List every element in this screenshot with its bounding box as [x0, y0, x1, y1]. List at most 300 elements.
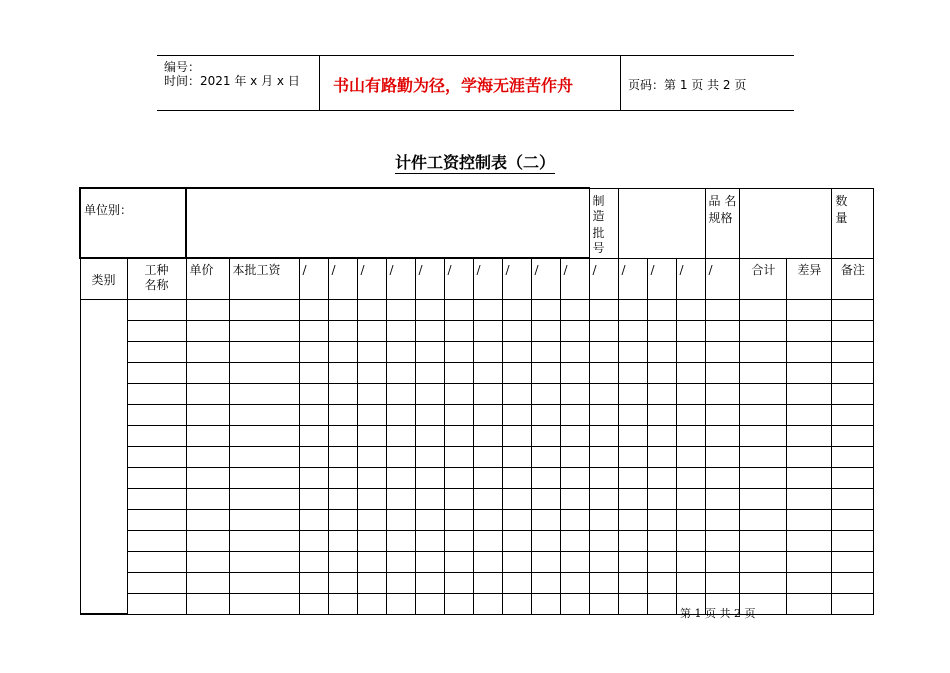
table-cell[interactable] [589, 509, 618, 530]
table-cell[interactable] [618, 446, 647, 467]
table-cell[interactable] [560, 593, 589, 614]
table-cell[interactable] [560, 551, 589, 572]
table-cell[interactable] [415, 551, 444, 572]
table-cell[interactable] [618, 509, 647, 530]
table-cell[interactable] [186, 383, 229, 404]
table-cell[interactable] [444, 362, 473, 383]
table-cell[interactable] [357, 341, 386, 362]
table-cell[interactable] [415, 383, 444, 404]
table-cell[interactable] [705, 341, 740, 362]
table-cell[interactable] [531, 530, 560, 551]
table-cell[interactable] [357, 551, 386, 572]
table-cell[interactable] [589, 467, 618, 488]
table-cell[interactable] [502, 299, 531, 320]
table-cell[interactable] [502, 488, 531, 509]
table-cell[interactable] [740, 488, 787, 509]
table-cell[interactable] [676, 488, 705, 509]
table-cell[interactable] [787, 404, 832, 425]
table-cell[interactable] [299, 488, 328, 509]
table-cell[interactable] [589, 530, 618, 551]
table-cell[interactable] [444, 551, 473, 572]
table-cell[interactable] [560, 509, 589, 530]
table-cell[interactable] [531, 488, 560, 509]
table-cell[interactable] [186, 572, 229, 593]
table-cell[interactable] [560, 530, 589, 551]
table-cell[interactable] [229, 572, 299, 593]
table-cell[interactable] [787, 341, 832, 362]
table-cell[interactable] [357, 425, 386, 446]
table-cell[interactable] [647, 572, 676, 593]
table-cell[interactable] [473, 488, 502, 509]
table-cell[interactable] [787, 446, 832, 467]
table-cell[interactable] [127, 383, 186, 404]
table-cell[interactable] [299, 593, 328, 614]
table-cell[interactable] [127, 551, 186, 572]
product-value-cell[interactable] [740, 188, 832, 258]
table-cell[interactable] [229, 530, 299, 551]
table-cell[interactable] [127, 362, 186, 383]
table-cell[interactable] [444, 320, 473, 341]
table-cell[interactable] [705, 425, 740, 446]
table-cell[interactable] [229, 299, 299, 320]
table-cell[interactable] [740, 404, 787, 425]
table-cell[interactable] [705, 404, 740, 425]
table-cell[interactable] [357, 446, 386, 467]
table-cell[interactable] [386, 572, 415, 593]
table-cell[interactable] [386, 362, 415, 383]
table-cell[interactable] [647, 341, 676, 362]
table-cell[interactable] [415, 446, 444, 467]
table-cell[interactable] [473, 320, 502, 341]
table-cell[interactable] [560, 425, 589, 446]
table-cell[interactable] [357, 509, 386, 530]
table-cell[interactable] [589, 488, 618, 509]
table-cell[interactable] [531, 467, 560, 488]
table-cell[interactable] [647, 488, 676, 509]
table-cell[interactable] [229, 467, 299, 488]
table-cell[interactable] [415, 404, 444, 425]
table-cell[interactable] [787, 320, 832, 341]
table-cell[interactable] [502, 341, 531, 362]
table-cell[interactable] [415, 593, 444, 614]
table-cell[interactable] [832, 488, 874, 509]
table-cell[interactable] [186, 509, 229, 530]
table-cell[interactable] [386, 593, 415, 614]
table-cell[interactable] [589, 362, 618, 383]
table-cell[interactable] [787, 383, 832, 404]
table-cell[interactable] [832, 467, 874, 488]
table-cell[interactable] [740, 572, 787, 593]
table-cell[interactable] [473, 425, 502, 446]
table-cell[interactable] [127, 320, 186, 341]
table-cell[interactable] [299, 383, 328, 404]
table-cell[interactable] [618, 299, 647, 320]
table-cell[interactable] [502, 404, 531, 425]
table-cell[interactable] [787, 509, 832, 530]
table-cell[interactable] [299, 320, 328, 341]
table-cell[interactable] [676, 404, 705, 425]
table-cell[interactable] [676, 446, 705, 467]
table-cell[interactable] [415, 467, 444, 488]
table-cell[interactable] [473, 446, 502, 467]
table-cell[interactable] [229, 593, 299, 614]
table-cell[interactable] [740, 425, 787, 446]
table-cell[interactable] [740, 362, 787, 383]
table-cell[interactable] [740, 467, 787, 488]
table-cell[interactable] [127, 488, 186, 509]
table-cell[interactable] [127, 341, 186, 362]
table-cell[interactable] [618, 362, 647, 383]
table-cell[interactable] [647, 299, 676, 320]
table-cell[interactable] [229, 446, 299, 467]
table-cell[interactable] [299, 467, 328, 488]
table-cell[interactable] [618, 383, 647, 404]
table-cell[interactable] [299, 530, 328, 551]
category-merged-cell[interactable] [80, 299, 127, 614]
table-cell[interactable] [386, 383, 415, 404]
table-cell[interactable] [328, 425, 357, 446]
table-cell[interactable] [560, 446, 589, 467]
table-cell[interactable] [328, 467, 357, 488]
table-cell[interactable] [328, 593, 357, 614]
table-cell[interactable] [531, 425, 560, 446]
table-cell[interactable] [186, 530, 229, 551]
table-cell[interactable] [502, 572, 531, 593]
table-cell[interactable] [357, 593, 386, 614]
table-cell[interactable] [589, 593, 618, 614]
table-cell[interactable] [386, 404, 415, 425]
table-cell[interactable] [415, 572, 444, 593]
table-cell[interactable] [676, 467, 705, 488]
table-cell[interactable] [676, 509, 705, 530]
table-cell[interactable] [647, 593, 676, 614]
table-cell[interactable] [229, 509, 299, 530]
table-cell[interactable] [647, 467, 676, 488]
table-cell[interactable] [705, 362, 740, 383]
table-cell[interactable] [502, 467, 531, 488]
table-cell[interactable] [186, 404, 229, 425]
table-cell[interactable] [186, 320, 229, 341]
table-cell[interactable] [229, 320, 299, 341]
table-cell[interactable] [444, 593, 473, 614]
table-cell[interactable] [357, 362, 386, 383]
table-cell[interactable] [386, 467, 415, 488]
table-cell[interactable] [676, 362, 705, 383]
table-cell[interactable] [229, 488, 299, 509]
table-cell[interactable] [328, 320, 357, 341]
table-cell[interactable] [787, 593, 832, 614]
table-cell[interactable] [740, 551, 787, 572]
batch-value-cell[interactable] [618, 188, 705, 258]
table-cell[interactable] [676, 551, 705, 572]
table-cell[interactable] [676, 341, 705, 362]
table-cell[interactable] [589, 551, 618, 572]
table-cell[interactable] [328, 383, 357, 404]
table-cell[interactable] [415, 509, 444, 530]
table-cell[interactable] [589, 446, 618, 467]
table-cell[interactable] [357, 383, 386, 404]
table-cell[interactable] [444, 425, 473, 446]
table-cell[interactable] [299, 509, 328, 530]
table-cell[interactable] [705, 383, 740, 404]
table-cell[interactable] [705, 299, 740, 320]
table-cell[interactable] [560, 488, 589, 509]
table-cell[interactable] [473, 551, 502, 572]
table-cell[interactable] [705, 530, 740, 551]
table-cell[interactable] [832, 530, 874, 551]
table-cell[interactable] [618, 572, 647, 593]
table-cell[interactable] [386, 446, 415, 467]
table-cell[interactable] [386, 425, 415, 446]
table-cell[interactable] [531, 299, 560, 320]
table-cell[interactable] [787, 299, 832, 320]
table-cell[interactable] [531, 404, 560, 425]
table-cell[interactable] [444, 509, 473, 530]
table-cell[interactable] [473, 467, 502, 488]
table-cell[interactable] [832, 341, 874, 362]
table-cell[interactable] [186, 446, 229, 467]
table-cell[interactable] [328, 572, 357, 593]
table-cell[interactable] [740, 509, 787, 530]
table-cell[interactable] [473, 530, 502, 551]
table-cell[interactable] [386, 488, 415, 509]
table-cell[interactable] [531, 572, 560, 593]
table-cell[interactable] [328, 341, 357, 362]
table-cell[interactable] [357, 404, 386, 425]
table-cell[interactable] [531, 362, 560, 383]
qty-value-cell[interactable] [832, 188, 874, 258]
table-cell[interactable] [676, 530, 705, 551]
table-cell[interactable] [299, 404, 328, 425]
table-cell[interactable] [186, 467, 229, 488]
table-cell[interactable] [787, 362, 832, 383]
table-cell[interactable] [386, 551, 415, 572]
table-cell[interactable] [299, 299, 328, 320]
table-cell[interactable] [444, 383, 473, 404]
table-cell[interactable] [444, 572, 473, 593]
table-cell[interactable] [473, 404, 502, 425]
table-cell[interactable] [473, 383, 502, 404]
table-cell[interactable] [328, 362, 357, 383]
table-cell[interactable] [647, 383, 676, 404]
table-cell[interactable] [560, 320, 589, 341]
table-cell[interactable] [186, 425, 229, 446]
table-cell[interactable] [832, 362, 874, 383]
table-cell[interactable] [531, 593, 560, 614]
table-cell[interactable] [357, 320, 386, 341]
table-cell[interactable] [647, 530, 676, 551]
table-cell[interactable] [502, 530, 531, 551]
table-cell[interactable] [502, 509, 531, 530]
table-cell[interactable] [386, 530, 415, 551]
table-cell[interactable] [832, 572, 874, 593]
table-cell[interactable] [705, 320, 740, 341]
table-cell[interactable] [705, 551, 740, 572]
table-cell[interactable] [473, 593, 502, 614]
table-cell[interactable] [415, 362, 444, 383]
table-cell[interactable] [740, 341, 787, 362]
table-cell[interactable] [299, 362, 328, 383]
table-cell[interactable] [787, 530, 832, 551]
table-cell[interactable] [787, 467, 832, 488]
table-cell[interactable] [705, 446, 740, 467]
table-cell[interactable] [618, 488, 647, 509]
table-cell[interactable] [589, 383, 618, 404]
table-cell[interactable] [186, 551, 229, 572]
table-cell[interactable] [357, 530, 386, 551]
table-cell[interactable] [676, 383, 705, 404]
table-cell[interactable] [676, 299, 705, 320]
table-cell[interactable] [740, 383, 787, 404]
table-cell[interactable] [473, 362, 502, 383]
table-cell[interactable] [560, 572, 589, 593]
table-cell[interactable] [502, 383, 531, 404]
table-cell[interactable] [328, 551, 357, 572]
table-cell[interactable] [444, 446, 473, 467]
table-cell[interactable] [531, 509, 560, 530]
table-cell[interactable] [787, 425, 832, 446]
unit-value-cell[interactable] [186, 188, 589, 258]
table-cell[interactable] [589, 320, 618, 341]
table-cell[interactable] [186, 362, 229, 383]
table-cell[interactable] [473, 341, 502, 362]
table-cell[interactable] [618, 341, 647, 362]
table-cell[interactable] [386, 299, 415, 320]
table-cell[interactable] [415, 530, 444, 551]
table-cell[interactable] [560, 383, 589, 404]
table-cell[interactable] [415, 299, 444, 320]
table-cell[interactable] [357, 467, 386, 488]
table-cell[interactable] [531, 383, 560, 404]
table-cell[interactable] [127, 593, 186, 614]
table-cell[interactable] [386, 320, 415, 341]
table-cell[interactable] [832, 446, 874, 467]
table-cell[interactable] [127, 572, 186, 593]
table-cell[interactable] [618, 320, 647, 341]
table-cell[interactable] [127, 467, 186, 488]
table-cell[interactable] [589, 425, 618, 446]
table-cell[interactable] [357, 488, 386, 509]
table-cell[interactable] [229, 551, 299, 572]
table-cell[interactable] [386, 341, 415, 362]
table-cell[interactable] [444, 467, 473, 488]
table-cell[interactable] [473, 299, 502, 320]
table-cell[interactable] [357, 299, 386, 320]
table-cell[interactable] [299, 425, 328, 446]
table-cell[interactable] [127, 299, 186, 320]
table-cell[interactable] [229, 362, 299, 383]
table-cell[interactable] [787, 551, 832, 572]
table-cell[interactable] [502, 593, 531, 614]
table-cell[interactable] [740, 446, 787, 467]
table-cell[interactable] [832, 509, 874, 530]
table-cell[interactable] [560, 341, 589, 362]
table-cell[interactable] [299, 551, 328, 572]
table-cell[interactable] [618, 467, 647, 488]
table-cell[interactable] [473, 572, 502, 593]
table-cell[interactable] [531, 551, 560, 572]
table-cell[interactable] [229, 425, 299, 446]
table-cell[interactable] [705, 488, 740, 509]
table-cell[interactable] [618, 551, 647, 572]
table-cell[interactable] [328, 530, 357, 551]
table-cell[interactable] [386, 509, 415, 530]
table-cell[interactable] [502, 362, 531, 383]
table-cell[interactable] [560, 362, 589, 383]
table-cell[interactable] [299, 572, 328, 593]
table-cell[interactable] [647, 509, 676, 530]
table-cell[interactable] [531, 320, 560, 341]
table-cell[interactable] [127, 446, 186, 467]
table-cell[interactable] [186, 299, 229, 320]
table-cell[interactable] [127, 425, 186, 446]
table-cell[interactable] [589, 404, 618, 425]
table-cell[interactable] [328, 488, 357, 509]
table-cell[interactable] [787, 488, 832, 509]
table-cell[interactable] [647, 362, 676, 383]
table-cell[interactable] [186, 593, 229, 614]
table-cell[interactable] [502, 551, 531, 572]
table-cell[interactable] [705, 509, 740, 530]
table-cell[interactable] [328, 509, 357, 530]
table-cell[interactable] [444, 299, 473, 320]
table-cell[interactable] [705, 572, 740, 593]
table-cell[interactable] [832, 320, 874, 341]
table-cell[interactable] [299, 446, 328, 467]
table-cell[interactable] [127, 509, 186, 530]
table-cell[interactable] [676, 425, 705, 446]
table-cell[interactable] [229, 341, 299, 362]
table-cell[interactable] [832, 551, 874, 572]
table-cell[interactable] [647, 320, 676, 341]
unit-cell[interactable] [80, 188, 186, 258]
table-cell[interactable] [560, 299, 589, 320]
table-cell[interactable] [229, 383, 299, 404]
table-cell[interactable] [473, 509, 502, 530]
table-cell[interactable] [740, 530, 787, 551]
table-cell[interactable] [415, 488, 444, 509]
table-cell[interactable] [618, 530, 647, 551]
table-cell[interactable] [444, 341, 473, 362]
table-cell[interactable] [618, 404, 647, 425]
table-cell[interactable] [647, 551, 676, 572]
table-cell[interactable] [357, 572, 386, 593]
table-cell[interactable] [589, 572, 618, 593]
table-cell[interactable] [832, 404, 874, 425]
table-cell[interactable] [502, 320, 531, 341]
table-cell[interactable] [560, 404, 589, 425]
table-cell[interactable] [647, 425, 676, 446]
table-cell[interactable] [676, 572, 705, 593]
table-cell[interactable] [186, 488, 229, 509]
table-cell[interactable] [328, 299, 357, 320]
table-cell[interactable] [676, 320, 705, 341]
table-cell[interactable] [444, 530, 473, 551]
table-cell[interactable] [705, 467, 740, 488]
table-cell[interactable] [415, 341, 444, 362]
table-cell[interactable] [618, 593, 647, 614]
table-cell[interactable] [502, 425, 531, 446]
table-cell[interactable] [299, 341, 328, 362]
table-cell[interactable] [832, 383, 874, 404]
table-cell[interactable] [531, 446, 560, 467]
table-cell[interactable] [589, 299, 618, 320]
table-cell[interactable] [832, 425, 874, 446]
table-cell[interactable] [502, 446, 531, 467]
table-cell[interactable] [787, 572, 832, 593]
table-cell[interactable] [618, 425, 647, 446]
table-cell[interactable] [328, 446, 357, 467]
